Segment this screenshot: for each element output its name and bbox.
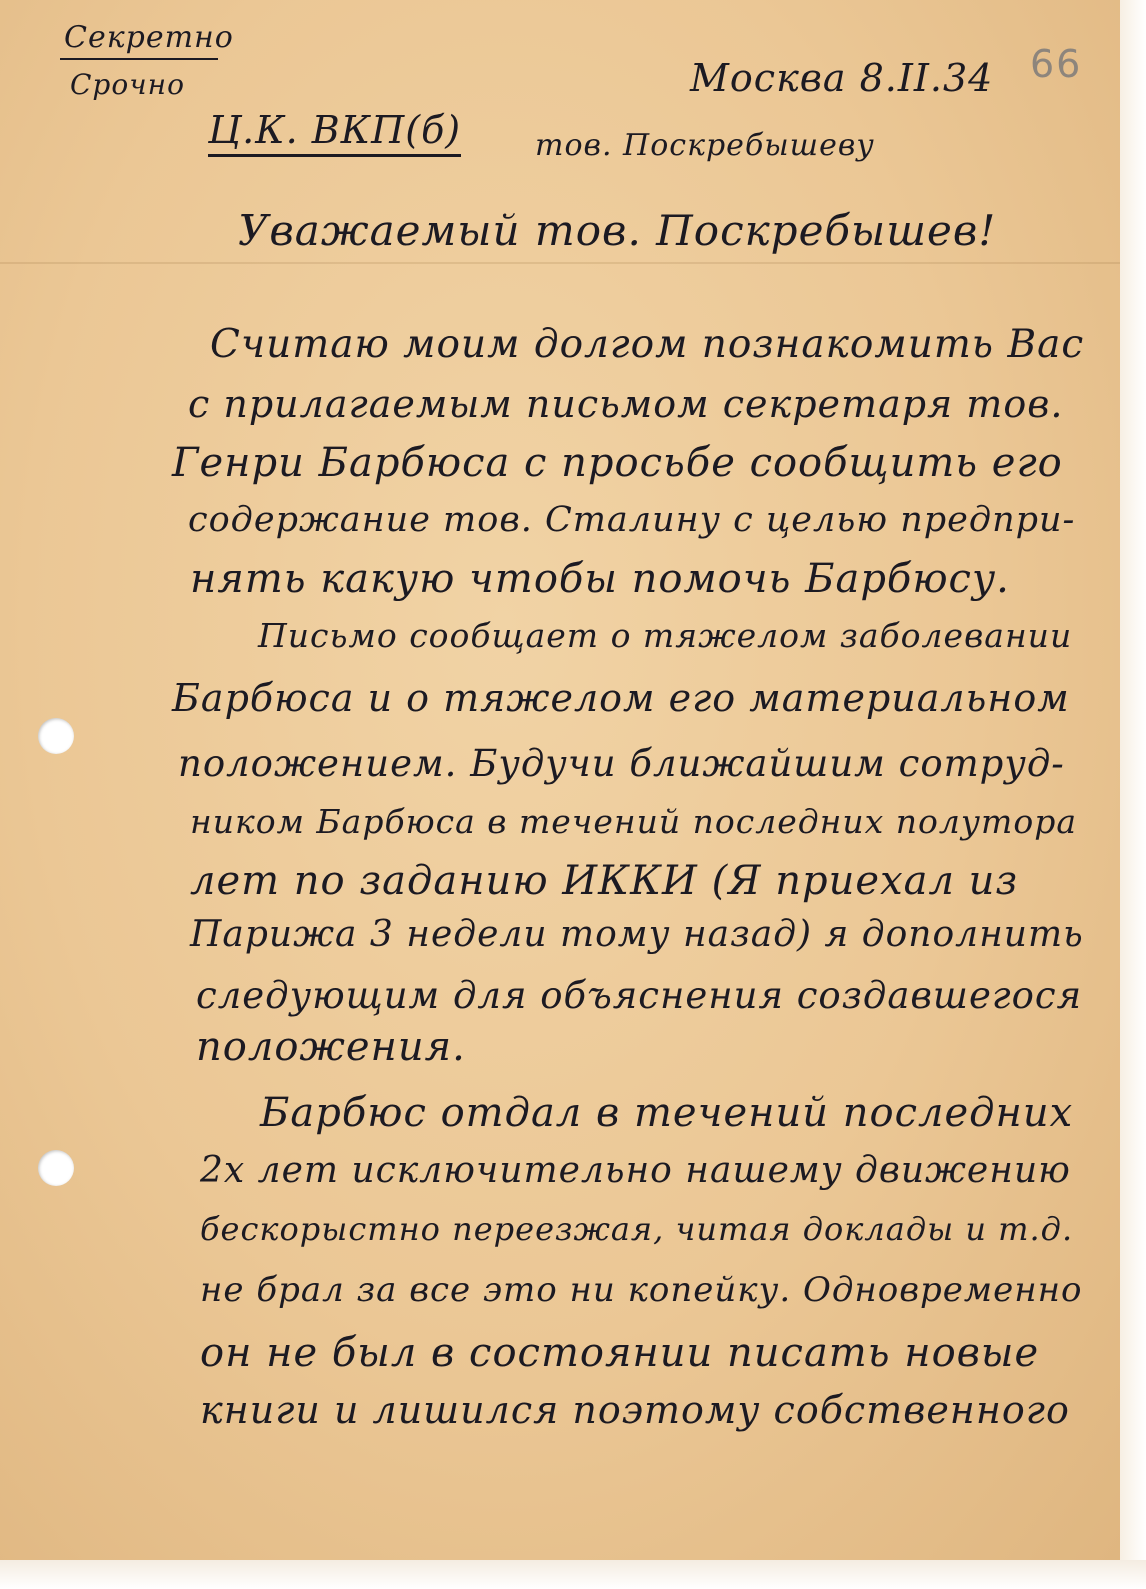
body-line: с прилагаемым письмом секретаря тов. (188, 382, 1064, 426)
body-line: лет по заданию ИККИ (Я приехал из (190, 858, 1019, 904)
body-line: книги и лишился поэтому собственного (200, 1388, 1070, 1432)
body-line: Парижа 3 недели тому назад) я дополнить (190, 914, 1084, 955)
addressee-name: тов. Поскребышеву (535, 128, 875, 163)
body-line: он не был в состоянии писать новые (200, 1330, 1040, 1376)
body-line: ником Барбюса в течений последних полутора (190, 802, 1077, 841)
secret-note: Секретно (64, 20, 234, 55)
body-line: Барбюса и о тяжелом его материальном (172, 676, 1070, 720)
salutation: Уважаемый тов. Поскребышев! (238, 206, 997, 255)
body-line: бескорыстно переезжая, читая доклады и т.д. (200, 1210, 1074, 1248)
urgent-note: Срочно (70, 68, 185, 101)
body-line: содержание тов. Сталину с целью предпри- (188, 500, 1076, 540)
body-line: Считаю моим долгом познакомить Вас (210, 322, 1085, 367)
page-bottom-edge (0, 1560, 1146, 1589)
place-date: Москва 8.II.34 (690, 56, 994, 100)
body-line: следующим для объяснения создавшегося (196, 974, 1083, 1017)
body-line: Генри Барбюса с просьбе сообщить его (172, 440, 1063, 486)
archive-page-number: 66 (1030, 42, 1083, 86)
body-line: нять какую чтобы помочь Барбюсу. (190, 556, 1010, 602)
body-line: 2х лет исключительно нашему движению (200, 1150, 1071, 1191)
body-line: не брал за все это ни копейку. Одновременно (200, 1270, 1083, 1310)
body-line: Письмо сообщает о тяжелом заболевании (258, 616, 1073, 655)
body-line: Барбюс отдал в течений последних (260, 1090, 1074, 1136)
punch-hole (38, 718, 74, 754)
body-line: положением. Будучи ближайшим сотруд- (178, 742, 1065, 785)
page-edge (1120, 0, 1146, 1589)
punch-hole (38, 1150, 74, 1186)
secret-underline (60, 58, 218, 60)
paper-crease (0, 262, 1120, 264)
addressee-org: Ц.К. ВКП(б) (208, 108, 461, 152)
body-line: положения. (196, 1024, 466, 1070)
